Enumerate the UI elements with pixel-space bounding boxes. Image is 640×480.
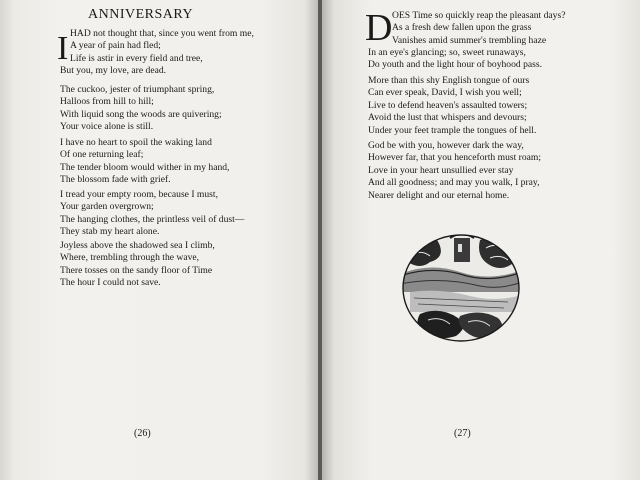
verse-line: The hour I could not save. [60,277,161,289]
verse-line: Vanishes amid summer's trembling haze [392,34,547,46]
verse-line: With liquid song the woods are quivering; [60,108,222,120]
verse-line: Where, trembling through the wave, [60,252,200,264]
verse-line: Can ever speak, David, I wish you well; [368,87,522,99]
stanza-3 [60,137,229,187]
verse-line: HAD not thought that, since you went from me, [70,28,254,39]
verse-line: In an eye's glancing; so, sweet runaways, [368,47,526,58]
verse-line: Live to defend heaven's assaulted towers; [368,99,528,111]
stanza-1-tail [368,47,542,72]
verse-line: Your garden overgrown; [60,201,154,213]
verse-line: As a fresh dew fallen upon the grass [392,22,532,34]
poem-title: ANNIVERSARY [88,7,194,22]
stanza-5 [60,240,215,290]
drop-cap: D [365,7,393,49]
verse-line: More than this shy English tongue of ours [368,75,530,86]
verse-line: There tosses on the sandy floor of Time [60,264,213,276]
verse-line: A year of pain had fled; [70,40,161,52]
verse-line: Your voice alone is still. [60,121,154,133]
stanza-1 [392,10,565,47]
verse-line: Do youth and the light hour of boyhood pass. [368,59,543,71]
verse-line: They stab my heart alone. [60,226,160,238]
verse-line: Under your feet trample the tongues of hell. [368,124,537,136]
stanza-1 [70,28,254,65]
verse-line: Joyless above the shadowed sea I climb, [60,240,215,251]
verse-line: But you, my love, are dead. [60,65,167,76]
verse-line: Life is astir in every field and tree, [70,52,203,64]
stanza-4 [60,189,244,239]
verse-line: The cuckoo, jester of triumphant spring, [60,84,215,95]
right-page [322,0,640,480]
verse-line: Love in your heart unsullied ever stay [368,164,514,176]
stanza-2 [368,75,536,137]
verse-line: The tender bloom would wither in my hand, [60,161,230,173]
verse-line: Nearer delight and our eternal home. [368,189,510,201]
stanza-1-last [60,65,166,77]
verse-line: God be with you, however dark the way, [368,140,524,151]
verse-line: I have no heart to spoil the waking land [60,137,212,148]
verse-line: However far, that you henceforth must roam; [368,152,542,164]
stanza-2 [60,84,222,134]
page-number: (27) [454,428,471,439]
verse-line: Halloos from hill to hill; [60,96,154,108]
landscape-engraving-icon [400,232,522,344]
verse-line: Of one returning leaf; [60,149,144,161]
left-page [0,0,318,480]
stanza-3 [368,140,541,202]
verse-line: I tread your empty room, because I must, [60,189,218,200]
verse-line: Avoid the lust that whispers and devours; [368,112,527,124]
verse-line: OES Time so quickly reap the pleasant days? [392,10,566,21]
page-number: (26) [134,428,151,439]
drop-cap: I [57,30,69,67]
verse-line: The blossom fade with grief. [60,174,171,186]
verse-line: And all goodness; and may you walk, I pray, [368,177,540,189]
verse-line: The hanging clothes, the printless veil of dust— [60,213,245,225]
